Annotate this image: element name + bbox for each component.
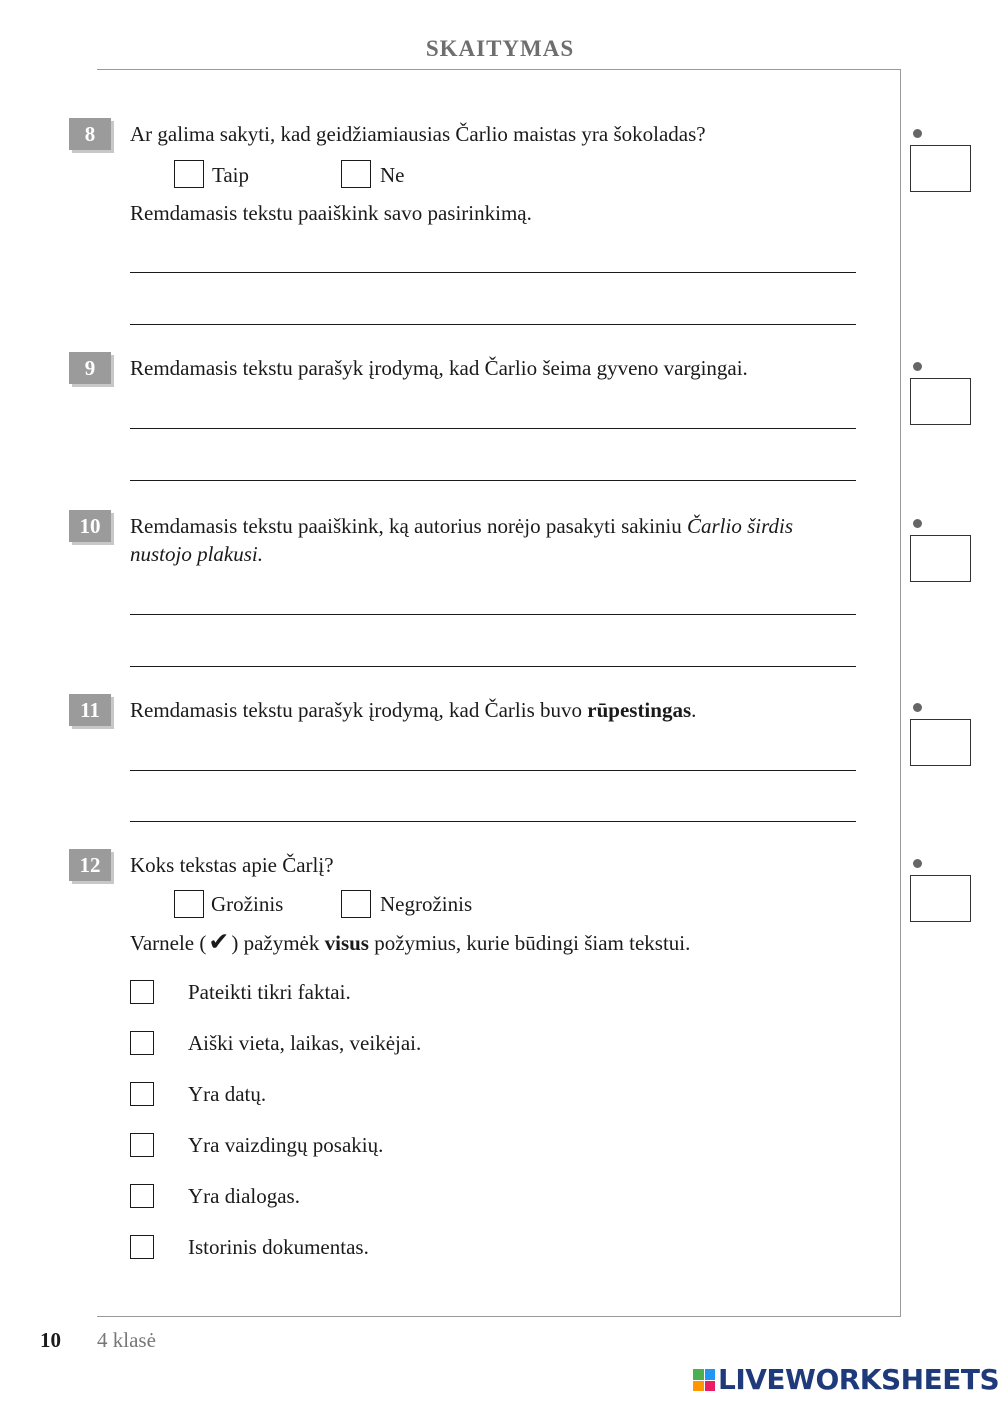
question-number-12: 12 <box>69 849 111 881</box>
question-10-text <box>130 512 870 568</box>
checkbox-grozinis[interactable] <box>174 890 204 918</box>
answer-line-9-1[interactable] <box>130 428 856 429</box>
option-taip-label: Taip <box>212 163 250 187</box>
checkbox-taip[interactable] <box>174 160 204 188</box>
score-box-11[interactable] <box>910 719 971 766</box>
page-title: SKAITYMAS <box>425 36 575 61</box>
answer-line-10-1[interactable] <box>130 614 856 615</box>
checkbox-ne[interactable] <box>341 160 371 188</box>
option-grozinis-label: Grožinis <box>211 892 284 916</box>
question-11-text-plain: Remdamasis tekstu parašyk įrodymą, kad Čarlis buvo <box>130 698 588 722</box>
question-8-text: Ar galima sakyti, kad geidžiamiausias Čarlio maistas yra šokoladas? <box>130 122 706 146</box>
frame-top-rule <box>97 69 901 70</box>
question-10-italic-1: Čarlio širdis <box>686 514 793 538</box>
score-dot-10 <box>913 519 922 528</box>
frame-right-rule <box>900 69 901 1317</box>
logo-text: LIVEWORKSHEETS <box>718 1363 1000 1396</box>
instruction-end: požymius, kurie būdingi šiam tekstui. <box>368 931 691 955</box>
grade-label: 4 klasė <box>97 1328 156 1352</box>
answer-line-10-2[interactable] <box>130 666 856 667</box>
frame-bottom-rule <box>97 1316 901 1317</box>
feature-label-5: Yra dialogas. <box>188 1184 300 1208</box>
instruction-mid: ) pažymėk <box>231 931 325 955</box>
answer-line-8-2[interactable] <box>130 324 856 325</box>
score-box-10[interactable] <box>910 535 971 582</box>
question-number-8: 8 <box>69 118 111 150</box>
score-dot-8 <box>913 129 922 138</box>
instruction-start: Varnele ( <box>130 931 207 955</box>
logo-grid-cell <box>705 1381 716 1392</box>
feature-checkbox-4[interactable] <box>130 1133 154 1157</box>
answer-line-11-1[interactable] <box>130 770 856 771</box>
feature-checkbox-6[interactable] <box>130 1235 154 1259</box>
option-ne-label: Ne <box>380 163 405 187</box>
question-number-9: 9 <box>69 352 111 384</box>
feature-label-6: Istorinis dokumentas. <box>188 1235 369 1259</box>
feature-checkbox-5[interactable] <box>130 1184 154 1208</box>
logo-grid-cell <box>693 1381 704 1392</box>
option-negrozinis-label: Negrožinis <box>380 892 473 916</box>
score-dot-9 <box>913 362 922 371</box>
question-11-bold: rūpestingas <box>587 698 692 722</box>
checkbox-negrozinis[interactable] <box>341 890 371 918</box>
page-number: 10 <box>40 1328 61 1352</box>
answer-line-11-2[interactable] <box>130 821 856 822</box>
instruction-bold: visus <box>324 931 369 955</box>
checkmark-icon: ✔ <box>208 927 230 956</box>
feature-label-2: Aiški vieta, laikas, veikėjai. <box>188 1031 422 1055</box>
feature-checkbox-3[interactable] <box>130 1082 154 1106</box>
question-11-text <box>130 696 870 724</box>
question-10-text-plain: Remdamasis tekstu paaiškink, ką autorius norėjo pasakyti sakiniu <box>130 514 687 538</box>
feature-checkbox-2[interactable] <box>130 1031 154 1055</box>
question-10-italic-2: nustojo plakusi. <box>130 542 264 566</box>
feature-label-1: Pateikti tikri faktai. <box>188 980 351 1004</box>
liveworksheets-logo[interactable] <box>693 1364 999 1396</box>
score-box-9[interactable] <box>910 378 971 425</box>
question-number-11: 11 <box>69 694 111 726</box>
feature-label-4: Yra vaizdingų posakių. <box>188 1133 384 1157</box>
score-dot-12 <box>913 859 922 868</box>
question-number-10: 10 <box>69 510 111 542</box>
question-9-text: Remdamasis tekstu parašyk įrodymą, kad Čarlio šeima gyveno vargingai. <box>130 356 748 380</box>
score-dot-11 <box>913 703 922 712</box>
feature-checkbox-1[interactable] <box>130 980 154 1004</box>
question-11-text-end: . <box>691 698 697 722</box>
answer-line-9-2[interactable] <box>130 480 856 481</box>
feature-label-3: Yra datų. <box>188 1082 267 1106</box>
question-12-instruction <box>130 928 870 957</box>
logo-grid-icon <box>693 1369 715 1391</box>
answer-line-8-1[interactable] <box>130 272 856 273</box>
logo-grid-cell <box>705 1369 716 1380</box>
logo-grid-cell <box>693 1369 704 1380</box>
question-8-instruction: Remdamasis tekstu paaiškink savo pasirinkimą. <box>130 201 532 225</box>
question-12-text: Koks tekstas apie Čarlį? <box>130 853 334 877</box>
score-box-8[interactable] <box>910 145 971 192</box>
score-box-12[interactable] <box>910 875 971 922</box>
